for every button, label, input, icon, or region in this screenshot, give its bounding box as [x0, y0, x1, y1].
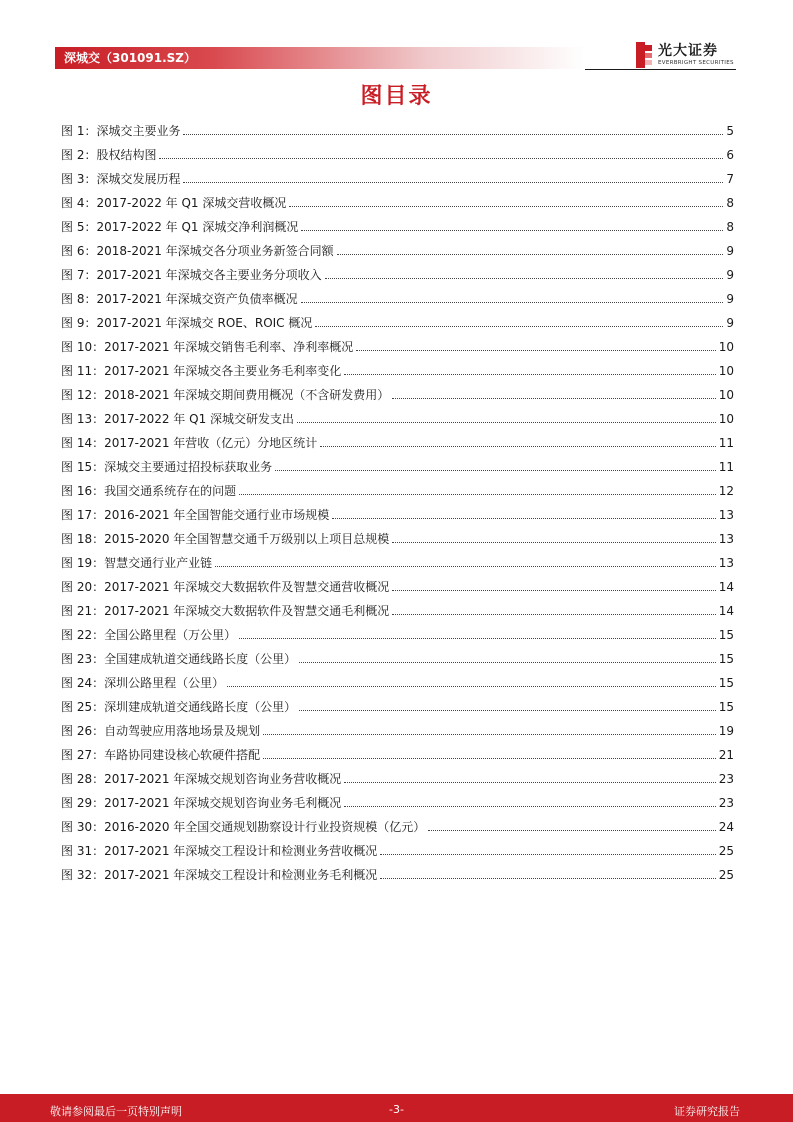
toc-dot-leader — [275, 459, 716, 471]
toc-entry[interactable] — [61, 555, 734, 579]
toc-entry[interactable] — [61, 627, 734, 651]
toc-dot-leader — [301, 291, 724, 303]
toc-dot-leader — [299, 651, 716, 663]
toc-dot-leader — [325, 267, 724, 279]
broker-logo — [636, 42, 736, 68]
toc-entry[interactable] — [61, 795, 734, 819]
footer-bar — [0, 1094, 793, 1122]
toc-dot-leader — [428, 819, 715, 831]
toc-entry-label[interactable]: 图 13：2017-2022 年 Q1 深城交研发支出 — [61, 412, 295, 426]
toc-entry[interactable] — [61, 171, 734, 195]
toc-entry[interactable] — [61, 267, 734, 291]
toc-entry[interactable] — [61, 339, 734, 363]
toc-dot-leader — [344, 795, 715, 807]
toc-dot-leader — [392, 387, 715, 399]
toc-entry[interactable] — [61, 819, 734, 843]
toc-entry-label[interactable]: 图 21：2017-2021 年深城交大数据软件及智慧交通毛利概况 — [61, 604, 390, 618]
toc-entry-page[interactable]: 15 — [718, 652, 734, 666]
toc-dot-leader — [263, 723, 716, 735]
toc-entry-label[interactable]: 图 27：车路协同建设核心软硬件搭配 — [61, 748, 261, 762]
toc-entry[interactable] — [61, 243, 734, 267]
toc-entry-page[interactable]: 13 — [718, 532, 734, 546]
footer-report-type: 证券研究报告 — [674, 1105, 740, 1118]
toc-entry-label[interactable]: 图 1：深城交主要业务 — [61, 124, 181, 138]
toc-entry[interactable] — [61, 459, 734, 483]
toc-entry-page[interactable]: 9 — [726, 316, 734, 330]
toc-entry-label[interactable]: 图 31：2017-2021 年深城交工程设计和检测业务营收概况 — [61, 844, 378, 858]
toc-entry-page[interactable]: 10 — [718, 388, 734, 402]
toc-entry-label[interactable]: 图 30：2016-2020 年全国交通规划勘察设计行业投资规模（亿元） — [61, 820, 426, 834]
toc-dot-leader — [320, 435, 715, 447]
toc-entry-label[interactable]: 图 15：深城交主要通过招投标获取业务 — [61, 460, 273, 474]
toc-entry[interactable] — [61, 195, 734, 219]
toc-entry-page[interactable]: 11 — [718, 460, 734, 474]
toc-dot-leader — [183, 123, 723, 135]
toc-entry-label[interactable]: 图 4：2017-2022 年 Q1 深城交营收概况 — [61, 196, 287, 210]
toc-entry[interactable] — [61, 387, 734, 411]
toc-entry-page[interactable]: 10 — [718, 340, 734, 354]
toc-entry-label[interactable]: 图 28：2017-2021 年深城交规划咨询业务营收概况 — [61, 772, 342, 786]
logo-english-name: EVERBRIGHT SECURITIES — [658, 60, 734, 66]
page-title: 图目录 — [360, 84, 433, 109]
toc-entry-label[interactable]: 图 16：我国交通系统存在的问题 — [61, 484, 237, 498]
toc-dot-leader — [299, 699, 716, 711]
toc-entry-page[interactable]: 8 — [726, 220, 734, 234]
toc-entry-label[interactable]: 图 32：2017-2021 年深城交工程设计和检测业务毛利概况 — [61, 868, 378, 882]
toc-dot-leader — [239, 627, 716, 639]
toc-entry-page[interactable]: 23 — [718, 796, 734, 810]
toc-entry-label[interactable]: 图 22：全国公路里程（万公里） — [61, 628, 237, 642]
toc-entry-label[interactable]: 图 25：深圳建成轨道交通线路长度（公里） — [61, 700, 297, 714]
toc-entry[interactable] — [61, 699, 734, 723]
toc-entry-page[interactable]: 13 — [718, 508, 734, 522]
toc-entry[interactable] — [61, 771, 734, 795]
toc-dot-leader — [380, 867, 715, 879]
toc-entry[interactable] — [61, 219, 734, 243]
toc-entry-page[interactable]: 15 — [718, 676, 734, 690]
toc-entry[interactable] — [61, 531, 734, 555]
toc-entry-label[interactable]: 图 24：深圳公路里程（公里） — [61, 676, 225, 690]
toc-dot-leader — [183, 171, 723, 183]
toc-entry-label[interactable]: 图 6：2018-2021 年深城交各分项业务新签合同额 — [61, 244, 334, 258]
toc-dot-leader — [356, 339, 715, 351]
toc-entry[interactable] — [61, 291, 734, 315]
header-rule — [585, 69, 736, 70]
toc-dot-leader — [332, 507, 715, 519]
toc-entry-page[interactable]: 10 — [718, 364, 734, 378]
toc-dot-leader — [239, 483, 716, 495]
toc-entry-page[interactable]: 6 — [726, 148, 734, 162]
footer-disclaimer: 敬请参阅最后一页特别声明 — [50, 1105, 182, 1118]
toc-dot-leader — [215, 555, 716, 567]
toc-entry-page[interactable]: 8 — [726, 196, 734, 210]
toc-dot-leader — [380, 843, 715, 855]
toc-entry[interactable] — [61, 123, 734, 147]
toc-entry[interactable] — [61, 867, 734, 891]
toc-entry-label[interactable]: 图 17：2016-2021 年全国智能交通行业市场规模 — [61, 508, 330, 522]
toc-entry-label[interactable]: 图 23：全国建成轨道交通线路长度（公里） — [61, 652, 297, 666]
toc-entry[interactable] — [61, 579, 734, 603]
toc-entry-page[interactable]: 15 — [718, 628, 734, 642]
toc-entry-label[interactable]: 图 18：2015-2020 年全国智慧交通千万级别以上项目总规模 — [61, 532, 390, 546]
logo-chinese-name: 光大证券 — [658, 43, 718, 59]
toc-entry-label[interactable]: 图 11：2017-2021 年深城交各主要业务毛利率变化 — [61, 364, 342, 378]
toc-entry-page[interactable]: 23 — [718, 772, 734, 786]
toc-entry[interactable] — [61, 723, 734, 747]
toc-entry-label[interactable]: 图 5：2017-2022 年 Q1 深城交净利润概况 — [61, 220, 299, 234]
toc-entry-label[interactable]: 图 3：深城交发展历程 — [61, 172, 181, 186]
toc-entry-page[interactable]: 9 — [726, 268, 734, 282]
toc-entry-label[interactable]: 图 14：2017-2021 年营收（亿元）分地区统计 — [61, 436, 318, 450]
toc-entry-page[interactable]: 10 — [718, 412, 734, 426]
toc-entry[interactable] — [61, 747, 734, 771]
toc-entry[interactable] — [61, 483, 734, 507]
toc-entry-page[interactable]: 15 — [718, 700, 734, 714]
toc-dot-leader — [392, 531, 715, 543]
toc-dot-leader — [392, 579, 715, 591]
toc-dot-leader — [289, 195, 723, 207]
toc-entry[interactable] — [61, 603, 734, 627]
toc-entry-page[interactable]: 25 — [718, 868, 734, 882]
toc-entry-label[interactable]: 图 8：2017-2021 年深城交资产负债率概况 — [61, 292, 298, 306]
toc-entry-page[interactable]: 5 — [726, 124, 734, 138]
toc-entry-label[interactable]: 图 2：股权结构图 — [61, 148, 157, 162]
toc-dot-leader — [344, 771, 715, 783]
toc-entry-page[interactable]: 7 — [726, 172, 734, 186]
toc-entry-page[interactable]: 25 — [718, 844, 734, 858]
toc-entry-page[interactable]: 11 — [718, 436, 734, 450]
toc-entry[interactable] — [61, 507, 734, 531]
toc-dot-leader — [297, 411, 716, 423]
toc-dot-leader — [159, 147, 723, 159]
toc-entry[interactable] — [61, 147, 734, 171]
toc-entry-page[interactable]: 9 — [726, 244, 734, 258]
toc-entry-label[interactable]: 图 10：2017-2021 年深城交销售毛利率、净利率概况 — [61, 340, 354, 354]
toc-entry-page[interactable]: 9 — [726, 292, 734, 306]
toc-entry-page[interactable]: 19 — [718, 724, 734, 738]
report-company-title: 深城交（301091.SZ） — [64, 51, 197, 65]
toc-entry-page[interactable]: 13 — [718, 556, 734, 570]
everbright-logo-icon — [636, 42, 654, 68]
toc-entry[interactable] — [61, 435, 734, 459]
toc-entry-page[interactable]: 24 — [718, 820, 734, 834]
toc-entry-label[interactable]: 图 29：2017-2021 年深城交规划咨询业务毛利概况 — [61, 796, 342, 810]
toc-entry-label[interactable]: 图 19：智慧交通行业产业链 — [61, 556, 213, 570]
toc-entry[interactable] — [61, 843, 734, 867]
page-number: -3- — [389, 1103, 404, 1116]
toc-entry-page[interactable]: 12 — [718, 484, 734, 498]
toc-dot-leader — [315, 315, 723, 327]
toc-entry-label[interactable]: 图 12：2018-2021 年深城交期间费用概况（不含研发费用） — [61, 388, 390, 402]
toc-dot-leader — [337, 243, 724, 255]
toc-entry-page[interactable]: 14 — [718, 580, 734, 594]
toc-entry-label[interactable]: 图 26：自动驾驶应用落地场景及规划 — [61, 724, 261, 738]
toc-entry-label[interactable]: 图 20：2017-2021 年深城交大数据软件及智慧交通营收概况 — [61, 580, 390, 594]
toc-dot-leader — [263, 747, 716, 759]
toc-entry[interactable] — [61, 675, 734, 699]
toc-dot-leader — [344, 363, 715, 375]
toc-entry-label[interactable]: 图 9：2017-2021 年深城交 ROE、ROIC 概况 — [61, 316, 313, 330]
toc-entry[interactable] — [61, 315, 734, 339]
toc-dot-leader — [392, 603, 715, 615]
toc-entry-page[interactable]: 14 — [718, 604, 734, 618]
toc-dot-leader — [301, 219, 723, 231]
toc-entry[interactable] — [61, 363, 734, 387]
toc-entry[interactable] — [61, 411, 734, 435]
toc-dot-leader — [227, 675, 716, 687]
toc-entry[interactable] — [61, 651, 734, 675]
figure-table-of-contents — [61, 123, 734, 891]
toc-entry-label[interactable]: 图 7：2017-2021 年深城交各主要业务分项收入 — [61, 268, 322, 282]
toc-entry-page[interactable]: 21 — [718, 748, 734, 762]
